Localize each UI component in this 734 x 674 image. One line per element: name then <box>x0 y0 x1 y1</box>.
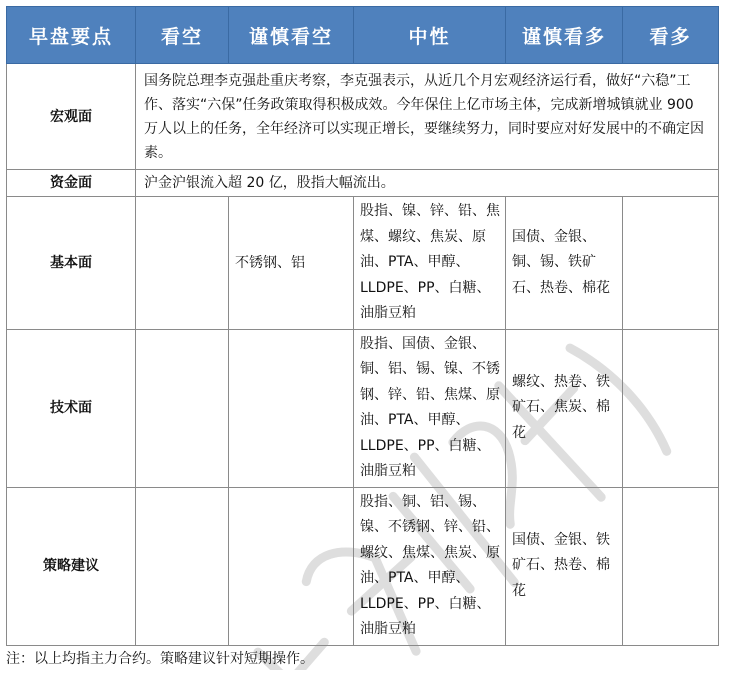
macro-text: 国务院总理李克强赴重庆考察，李克强表示，从近几个月宏观经济运行看，做好“六稳”工作、落实“六保”任务政策取得积极成效。今年保住上亿市场主体，完成新增城镇就业 900 万人以上的任务，全年经济可以实现正增长，要继续努力，同时要应对好发展中的不确定因素。 <box>136 64 719 170</box>
strategy-cautious-bullish: 国债、金银、铁矿石、热卷、棉花 <box>506 487 623 645</box>
footnote: 注：以上均指主力合约。策略建议针对短期操作。 <box>6 651 314 667</box>
fundamental-bearish <box>136 197 229 330</box>
header-neutral: 中性 <box>354 7 506 64</box>
row-capital <box>7 170 719 197</box>
header-cautious-bearish: 谨慎看空 <box>229 7 354 64</box>
technical-bullish <box>623 329 719 487</box>
row-macro <box>7 64 719 170</box>
row-fundamental <box>7 197 719 330</box>
fundamental-cautious-bullish: 国债、金银、铜、锡、铁矿石、热卷、棉花 <box>506 197 623 330</box>
row-label-technical: 技术面 <box>7 329 136 487</box>
technical-cautious-bearish <box>229 329 354 487</box>
header-row <box>7 7 719 64</box>
fundamental-neutral: 股指、镍、锌、铅、焦煤、螺纹、焦炭、原油、PTA、甲醇、LLDPE、PP、白糖、油脂豆粕 <box>354 197 506 330</box>
capital-text: 沪金沪银流入超 20 亿，股指大幅流出。 <box>136 170 719 197</box>
strategy-neutral: 股指、铜、铝、锡、镍、不锈钢、锌、铅、螺纹、焦煤、焦炭、原油、PTA、甲醇、LLDPE、PP、白糖、油脂豆粕 <box>354 487 506 645</box>
row-strategy <box>7 487 719 645</box>
header-item: 早盘要点 <box>7 7 136 64</box>
technical-cautious-bullish: 螺纹、热卷、铁矿石、焦炭、棉花 <box>506 329 623 487</box>
header-bearish: 看空 <box>136 7 229 64</box>
fundamental-bullish <box>623 197 719 330</box>
header-bullish: 看多 <box>623 7 719 64</box>
strategy-cautious-bearish <box>229 487 354 645</box>
row-technical <box>7 329 719 487</box>
technical-bearish <box>136 329 229 487</box>
row-label-macro: 宏观面 <box>7 64 136 170</box>
market-brief-table <box>6 6 719 646</box>
strategy-bullish <box>623 487 719 645</box>
technical-neutral: 股指、国债、金银、铜、铝、锡、镍、不锈钢、锌、铅、焦煤、原油、PTA、甲醇、LLDPE、PP、白糖、油脂豆粕 <box>354 329 506 487</box>
row-label-strategy: 策略建议 <box>7 487 136 645</box>
fundamental-cautious-bearish: 不锈钢、铝 <box>229 197 354 330</box>
row-label-capital: 资金面 <box>7 170 136 197</box>
header-cautious-bullish: 谨慎看多 <box>506 7 623 64</box>
strategy-bearish <box>136 487 229 645</box>
row-label-fundamental: 基本面 <box>7 197 136 330</box>
